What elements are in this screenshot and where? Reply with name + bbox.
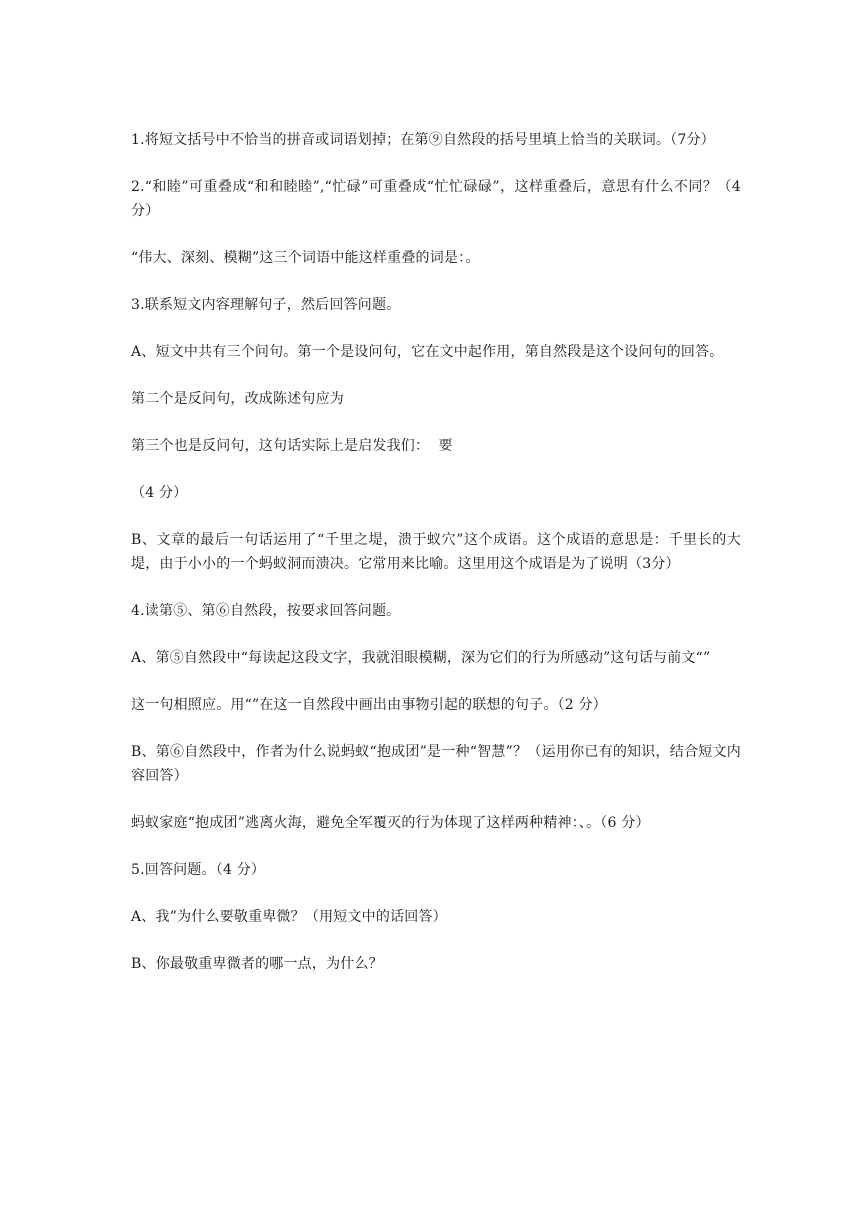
question-3a: A、短文中共有三个问句。第一个是设问句，它在文中起作用，第自然段是这个设问句的回答。 — [131, 344, 724, 360]
question-3a-second: 第二个是反问句，改成陈述句应为 — [131, 391, 344, 407]
question-5: 5.回答问题。（4 分） — [131, 862, 266, 878]
question-2: 2.“和睦”可重叠成“和和睦睦”,“忙碌”可重叠成“忙忙碌碌”，这样重叠后，意思有什么不同？（4 分） — [131, 179, 746, 219]
question-5a: A、我”为什么要敬重卑微？（用短文中的话回答） — [131, 909, 447, 925]
question-5b: B、你最敬重卑微者的哪一点，为什么？ — [131, 956, 383, 972]
question-4b: B、第⑥自然段中，作者为什么说蚂蚁“抱成团”是一种“智慧”？（运用你已有的知识，结合短文内容回答） — [131, 744, 741, 784]
question-1: 1.将短文括号中不恰当的拼音或词语划掉；在第⑨自然段的括号里填上恰当的关联词。（7分） — [131, 132, 715, 148]
question-4b-continued: 蚂蚁家庭“抱成团”逃离火海，避免全军覆灭的行为体现了这样两种精神：、。（6 分） — [131, 815, 650, 831]
document-page — [131, 128, 746, 999]
question-3b: B、文章的最后一句话运用了“千里之堤，溃于蚁穴”这个成语。这个成语的意思是：千里长的大堤，由于小小的一个蚂蚁洞而溃决。它常用来比喻。这里用这个成语是为了说明（3分） — [131, 532, 741, 572]
question-4: 4.读第⑤、第⑥自然段，按要求回答问题。 — [131, 603, 401, 619]
question-3a-third: 第三个也是反问句，这句话实际上是启发我们： 要 — [131, 438, 453, 454]
question-4a-continued: 这一句相照应。用“”在这一自然段中画出由事物引起的联想的句子。（2 分） — [131, 697, 607, 713]
question-3a-score: （4 分） — [131, 485, 188, 501]
question-4a: A、第⑤自然段中“每读起这段文字，我就泪眼模糊，深为它们的行为所感动”这句话与前文“” — [131, 650, 711, 666]
question-2-followup: “伟大、深刻、模糊”这三个词语中能这样重叠的词是：。 — [131, 250, 480, 266]
question-3: 3.联系短文内容理解句子，然后回答问题。 — [131, 297, 401, 313]
